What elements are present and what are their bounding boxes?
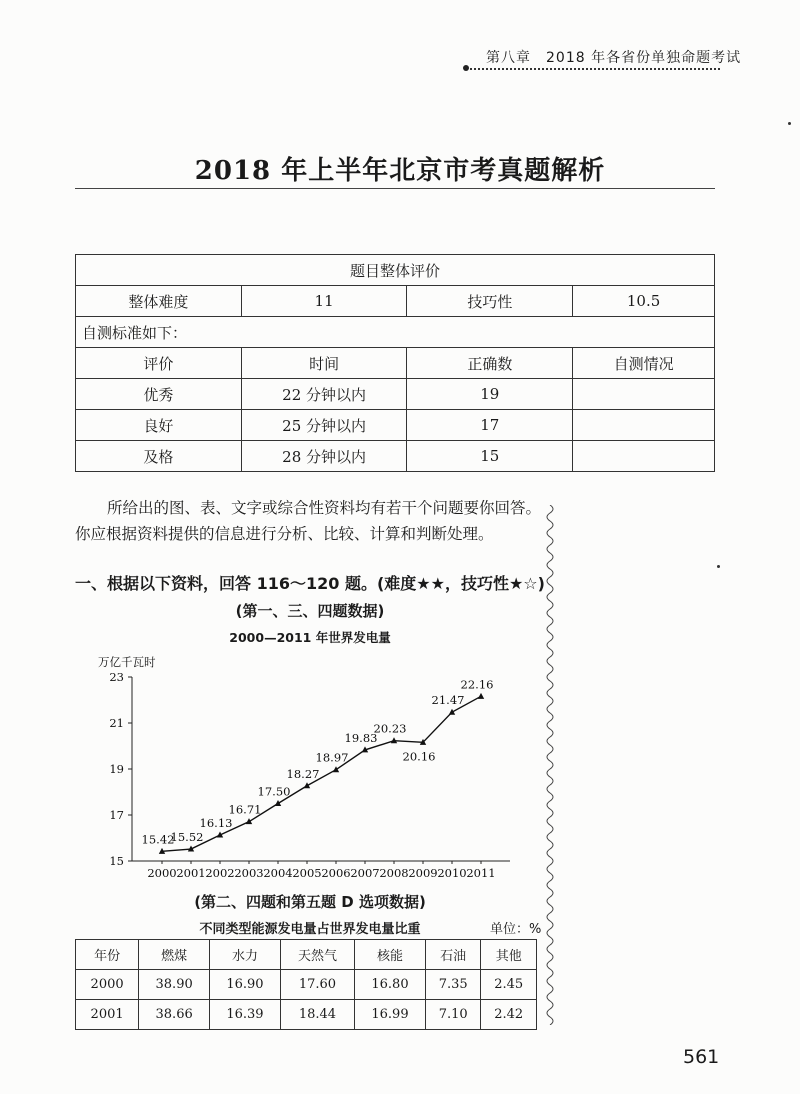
column-header: 燃煤 [139,940,210,970]
intro-paragraph: 所给出的图、表、文字或综合性资料均有若干个问题要你回答。你应根据资料提供的信息进行分析、比较、计算和判断处理。 [75,499,542,543]
column-header: 其他 [481,940,537,970]
x-tick-label: 2002 [205,866,235,880]
table-cell: 良好 [76,410,242,441]
evaluation-header-row [76,348,715,379]
x-tick-label: 2011 [466,866,496,880]
standard-note: 自测标准如下： [76,317,715,348]
energy-share-table [75,939,537,1030]
y-tick-label: 15 [109,854,124,868]
page-title: 2018 年上半年北京市考真题解析 [194,156,606,186]
column-header: 自测情况 [573,348,715,379]
data-label: 15.42 [141,832,175,847]
table-row [76,970,537,1000]
evaluation-score-row [76,286,715,317]
difficulty-value: 11 [241,286,407,317]
x-tick-label: 2003 [234,866,264,880]
header-bullet-dot [463,65,469,71]
section-heading: 一、根据以下资料，回答 116～120 题。(难度★★，技巧性★☆) [75,574,545,593]
evaluation-caption: 题目整体评价 [76,255,715,286]
table-cell: 38.66 [139,1000,210,1030]
table-cell: 15 [407,441,573,472]
table-cell: 25 分钟以内 [241,410,407,441]
table-cell: 28 分钟以内 [241,441,407,472]
x-tick-label: 2007 [350,866,380,880]
column-header: 石油 [425,940,481,970]
table-cell: 优秀 [76,379,242,410]
evaluation-table [75,254,715,472]
data-label: 16.13 [199,816,233,831]
table-cell: 2.42 [481,1000,537,1030]
y-tick-label: 17 [109,808,124,822]
table-cell: 7.35 [425,970,481,1000]
table-row [76,1000,537,1030]
header-dotted-rule [466,68,720,70]
x-tick-label: 2005 [292,866,322,880]
column-header: 评价 [76,348,242,379]
x-tick-label: 2004 [263,866,293,880]
data-label: 16.71 [228,802,262,817]
energy-header-row [76,940,537,970]
table-cell: 16.80 [355,970,426,1000]
skill-value: 10.5 [573,286,715,317]
evaluation-note-row [76,317,715,348]
difficulty-label: 整体难度 [76,286,242,317]
data-point-marker [478,693,484,699]
y-axis-label: 万亿千瓦时 [98,655,156,669]
table-cell: 16.90 [210,970,281,1000]
data-label: 22.16 [460,677,494,692]
y-tick-label: 19 [109,762,124,776]
column-header: 正确数 [407,348,573,379]
x-tick-label: 2010 [437,866,467,880]
data-point-marker [246,818,252,824]
wavy-margin-line [543,505,557,1025]
table-cell: 17.60 [280,970,354,1000]
table-cell [573,410,715,441]
column-header: 核能 [355,940,426,970]
chart-source-note: (第一、三、四题数据) [235,602,385,620]
table-cell: 19 [407,379,573,410]
y-tick-label: 23 [109,670,124,684]
table-cell: 2.45 [481,970,537,1000]
table-source-note: (第二、四题和第五题 D 选项数据) [194,893,426,911]
data-label: 18.27 [286,766,320,781]
chart-title: 2000—2011 年世界发电量 [229,630,391,645]
table-row [76,441,715,472]
x-tick-label: 2009 [408,866,438,880]
table-cell: 2000 [76,970,139,1000]
y-tick-label: 21 [109,716,124,730]
data-label: 19.83 [344,730,378,745]
x-tick-label: 2001 [176,866,206,880]
table-cell: 7.10 [425,1000,481,1030]
table-row [76,379,715,410]
table-cell [573,379,715,410]
print-speck [717,565,720,568]
column-header: 天然气 [280,940,354,970]
skill-label: 技巧性 [407,286,573,317]
data-point-marker [275,800,281,806]
table-cell: 17 [407,410,573,441]
power-generation-chart [90,650,530,885]
table-cell: 22 分钟以内 [241,379,407,410]
x-tick-label: 2008 [379,866,409,880]
data-label: 20.23 [373,721,407,736]
data-point-marker [333,766,339,772]
x-tick-label: 2006 [321,866,351,880]
energy-table-title: 不同类型能源发电量占世界发电量比重 [199,922,421,937]
data-label: 21.47 [431,693,465,708]
x-tick-label: 2000 [147,866,177,880]
title-rule [75,188,715,189]
column-header: 年份 [76,940,139,970]
page-number: 561 [683,1046,720,1068]
unit-label: 单位：% [490,922,542,937]
column-header: 水力 [210,940,281,970]
table-cell: 38.90 [139,970,210,1000]
column-header: 时间 [241,348,407,379]
table-row [76,410,715,441]
data-label: 15.52 [170,830,204,845]
table-cell: 及格 [76,441,242,472]
table-cell: 2001 [76,1000,139,1030]
table-cell: 18.44 [280,1000,354,1030]
data-label: 17.50 [257,784,291,799]
running-header: 第八章 2018 年各省份单独命题考试 [486,50,742,66]
table-cell: 16.99 [355,1000,426,1030]
table-cell: 16.39 [210,1000,281,1030]
evaluation-caption-row [76,255,715,286]
data-label: 20.16 [402,749,436,764]
print-speck [788,122,791,125]
table-cell [573,441,715,472]
data-label: 18.97 [315,750,349,765]
